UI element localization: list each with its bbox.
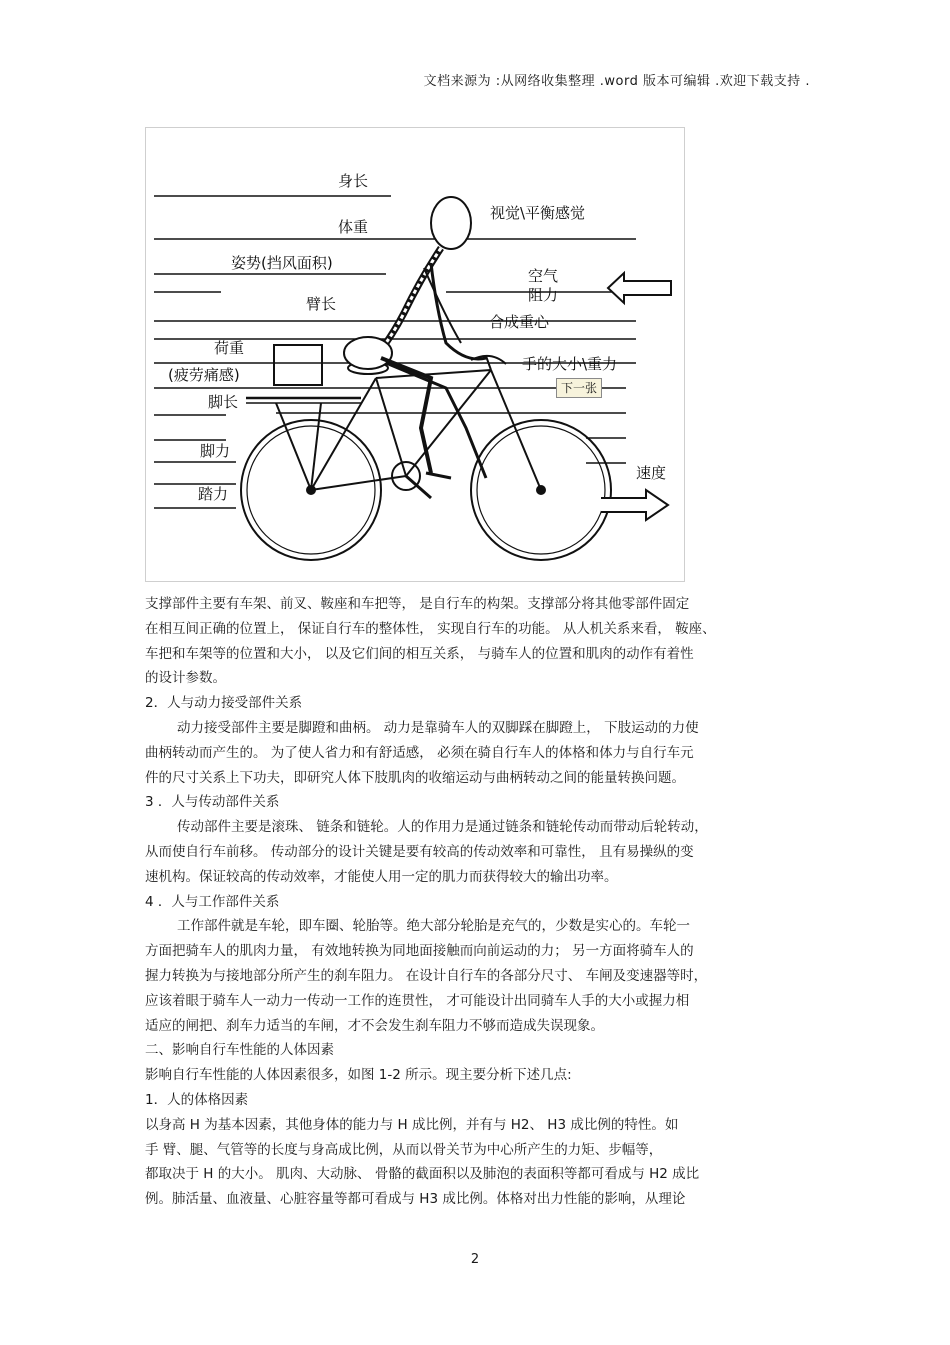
page-number: 2 [470,1252,480,1267]
label-center-of-gravity: 合成重心 [489,313,550,331]
crank [406,476,431,498]
seat-tube [376,378,406,476]
air-resistance-arrow [608,273,671,303]
label-air: 空气 [528,267,559,285]
skull [431,197,471,249]
load-box [274,345,322,385]
text-line: 动力接受部件主要是脚蹬和曲柄。 动力是靠骑车人的双脚踩在脚蹬上， 下肢运动的力使 [177,719,699,736]
section-heading: 2．人与动力接受部件关系 [145,695,303,712]
text-line: 应该着眼于骑车人一动力一传动一工作的连贯性， 才可能设计出同骑车人手的大小或握力相 [145,992,690,1009]
body-text [145,592,805,1212]
label-hand: 手的大小\重力 [522,355,618,373]
text-line: 传动部件主要是滚珠、 链条和链轮。人的作用力是通过链条和链轮传动而带动后轮转动， [177,819,708,836]
pelvis [344,337,392,369]
text-line: 的设计参数。 [145,670,226,687]
label-leg: 脚长 [208,393,239,411]
text-line: 适应的闸把、刹车力适当的车闸，才不会发生刹车阻力不够而造成失误现象。 [145,1017,604,1034]
label-load: 荷重 [214,339,245,357]
label-foot-force: 脚力 [200,442,231,460]
label-resistance: 阻力 [528,286,559,304]
text-line: 影响自行车性能的人体因素很多，如图 1-2 所示。现主要分析下述几点: [145,1067,572,1084]
section-heading: 1．人的体格因素 [145,1091,249,1108]
text-line: 车把和车架等的位置和大小， 以及它们间的相互关系， 与骑车人的位置和肌肉的动作有着性 [145,645,694,662]
text-line: 曲柄转动而产生的。 为了使人省力和有舒适感， 必须在骑自行车人的体格和体力与自行车元 [145,744,694,761]
label-height: 身长 [338,172,369,190]
text-line: 件的尺寸关系上下功夫，即研究人体下肢肌肉的收缩运动与曲柄转动之间的能量转换问题。 [145,769,685,786]
arm-bones [431,263,486,359]
section-heading: 3 ．人与传动部件关系 [145,794,280,811]
section-heading: 4 ．人与工作部件关系 [145,893,280,910]
text-line: 都取决于 H 的大小。 肌肉、大动脉、 骨骼的截面积以及肺泡的表面积等都可看成与 H2 成比 [145,1166,700,1183]
text-line: 支撑部件主要有车架、前叉、鞍座和车把等， 是自行车的构架。支撑部分将其他零部件固定 [145,596,690,612]
label-fatigue: (疲劳痛感) [168,366,240,384]
bicycle-human-factors-figure [145,127,685,582]
label-arm: 臂长 [306,295,337,313]
text-line: 从而使自行车前移。 传动部分的设计关键是要有较高的传动效率和可靠性， 且有易操纵的变 [145,843,694,860]
label-weight: 体重 [338,218,369,236]
section-heading: 二、影响自行车性能的人体因素 [145,1042,334,1059]
text-line: 在相互间正确的位置上， 保证自行车的整体性， 实现自行车的功能。 从人机关系来看， 鞍座、 [145,620,716,637]
text-line: 方面把骑车人的肌肉力量， 有效地转换为同地面接触而向前运动的力； 另一方面将骑车人的 [145,943,694,960]
label-vision: 视觉\平衡感觉 [490,204,586,222]
text-line: 例。肺活量、血液量、心脏容量等都可看成与 H3 成比例。体格对出力性能的影响，从理论 [145,1191,686,1208]
text-line: 手 臂、腿、气管等的长度与身高成比例，从而以骨关节为中心所产生的力矩、步幅等， [145,1141,663,1158]
label-speed: 速度 [636,464,667,482]
seat-stay [311,378,376,490]
label-posture: 姿势(挡风面积) [231,254,333,272]
text-line: 速机构。保证较高的传动效率，才能使人用一定的肌力而获得较大的输出功率。 [145,868,618,885]
text-line: 握力转换为与接地部分所产生的刹车阻力。 在设计自行车的各部分尺寸、 车闸及变速器等时， [145,967,708,984]
text-line: 以身高 H 为基本因素，其他身体的能力与 H 成比例，并有与 H2、 H3 成比例的特性。如 [145,1116,679,1133]
label-pedal: 踏力 [198,485,229,503]
text-line: 工作部件就是车轮，即车圈、轮胎等。绝大部分轮胎是充气的，少数是实心的。车轮一 [177,918,690,935]
next-image-tooltip[interactable]: 下一张 [556,378,602,398]
top-tube [376,370,491,378]
document-source-header: 文档来源为 :从网络收集整理 .word 版本可编辑 .欢迎下载支持 . [423,74,810,89]
